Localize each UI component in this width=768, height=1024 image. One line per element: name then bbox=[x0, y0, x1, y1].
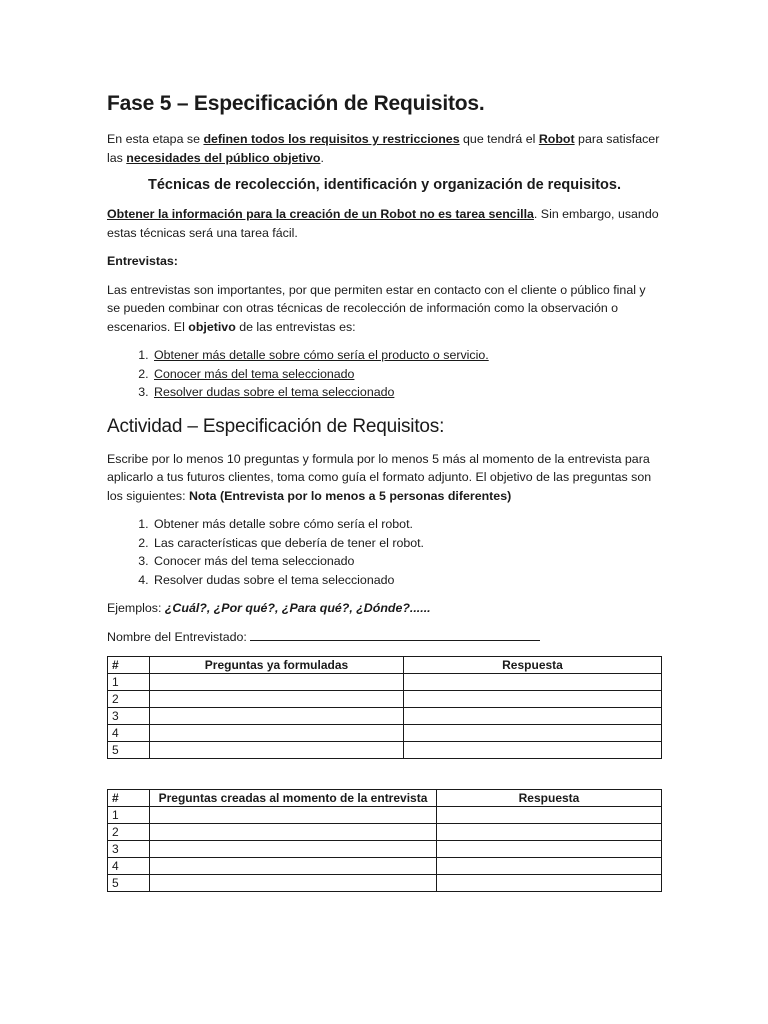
activity-objectives-list bbox=[107, 515, 662, 589]
row-number: 2 bbox=[108, 691, 150, 708]
interview-questions-table bbox=[107, 789, 662, 892]
answer-cell[interactable] bbox=[437, 841, 662, 858]
table-row bbox=[108, 807, 662, 824]
row-number: 3 bbox=[108, 708, 150, 725]
row-number: 2 bbox=[108, 824, 150, 841]
list-item: 1. Obtener más detalle sobre cómo sería el robot. bbox=[152, 515, 662, 534]
question-cell[interactable] bbox=[150, 691, 404, 708]
activity-text: Escribe por lo menos 10 preguntas y formula por lo menos 5 más al momento de la entrevista para aplicarlo a tus futuros clientes, toma como guía el formato adjunto. El objetivo de las preguntas son los siguientes: bbox=[107, 451, 652, 503]
answer-cell[interactable] bbox=[437, 824, 662, 841]
interviews-text-2: de las entrevistas es: bbox=[235, 319, 356, 334]
answer-cell[interactable] bbox=[404, 674, 662, 691]
intro-text-2: que tendrá el bbox=[459, 132, 539, 146]
question-cell[interactable] bbox=[150, 824, 437, 841]
table-header-row bbox=[108, 790, 662, 807]
answer-cell[interactable] bbox=[404, 742, 662, 759]
column-header-number: # bbox=[108, 790, 150, 807]
intro-text-3: para satisfacer las bbox=[107, 132, 660, 165]
page-title: Fase 5 – Especificación de Requisitos. bbox=[107, 92, 485, 115]
intro-text-1: En esta etapa se bbox=[107, 132, 204, 146]
table-header-row bbox=[108, 657, 662, 674]
intro-emphasis-robot: Robot bbox=[538, 132, 575, 146]
interviews-text-1: Las entrevistas son importantes, por que permiten estar en contacto con el cliente o público final y se pueden combinar con otras técnicas de recolección de información como la observación o escenarios. El bbox=[107, 282, 646, 334]
techniques-heading: Técnicas de recolección, identificación y organización de requisitos. bbox=[148, 177, 621, 193]
question-cell[interactable] bbox=[150, 807, 437, 824]
column-header-answer: Respuesta bbox=[404, 657, 662, 674]
answer-cell[interactable] bbox=[404, 725, 662, 742]
obtain-text: . Sin embargo, usando estas técnicas será una tarea fácil. bbox=[107, 207, 659, 240]
list-item: 3. Resolver dudas sobre el tema seleccionado bbox=[152, 383, 662, 402]
question-cell[interactable] bbox=[150, 875, 437, 892]
question-cell[interactable] bbox=[150, 742, 404, 759]
question-cell[interactable] bbox=[150, 841, 437, 858]
examples-label: Ejemplos: bbox=[107, 601, 165, 615]
row-number: 4 bbox=[108, 725, 150, 742]
answer-cell[interactable] bbox=[437, 875, 662, 892]
answer-cell[interactable] bbox=[437, 858, 662, 875]
intro-text-4: . bbox=[320, 150, 324, 165]
formulated-questions-table bbox=[107, 656, 662, 759]
row-number: 5 bbox=[108, 742, 150, 759]
answer-cell[interactable] bbox=[437, 807, 662, 824]
question-cell[interactable] bbox=[150, 725, 404, 742]
row-number: 1 bbox=[108, 807, 150, 824]
table-row bbox=[108, 725, 662, 742]
column-header-number: # bbox=[108, 657, 150, 674]
activity-note: Nota (Entrevista por lo menos a 5 personas diferentes) bbox=[188, 488, 512, 503]
answer-cell[interactable] bbox=[404, 691, 662, 708]
intro-emphasis-audience: necesidades del público objetivo bbox=[126, 150, 321, 165]
activity-heading: Actividad – Especificación de Requisitos: bbox=[107, 415, 445, 437]
examples-text: ¿Cuál?, ¿Por qué?, ¿Para qué?, ¿Dónde?...... bbox=[164, 601, 431, 615]
intro-paragraph bbox=[107, 130, 662, 167]
column-header-questions: Preguntas ya formuladas bbox=[150, 657, 404, 674]
activity-paragraph bbox=[107, 450, 662, 506]
row-number: 1 bbox=[108, 674, 150, 691]
interviewee-line bbox=[107, 628, 662, 647]
column-header-answer: Respuesta bbox=[437, 790, 662, 807]
examples-line bbox=[107, 599, 662, 618]
table-row bbox=[108, 824, 662, 841]
interviewee-name-blank[interactable] bbox=[250, 628, 540, 641]
list-item: 4. Resolver dudas sobre el tema seleccionado bbox=[152, 571, 662, 590]
question-cell[interactable] bbox=[150, 708, 404, 725]
table-row bbox=[108, 742, 662, 759]
answer-cell[interactable] bbox=[404, 708, 662, 725]
interviews-heading: Entrevistas: bbox=[107, 254, 178, 268]
obtain-emphasis: Obtener la información para la creación de un Robot no es tarea sencilla bbox=[107, 207, 534, 221]
interviewee-label: Nombre del Entrevistado: bbox=[107, 629, 251, 644]
table-row bbox=[108, 875, 662, 892]
list-item: 1. Obtener más detalle sobre cómo sería el producto o servicio. bbox=[152, 346, 662, 365]
question-cell[interactable] bbox=[150, 858, 437, 875]
obtain-paragraph bbox=[107, 205, 662, 242]
table-row bbox=[108, 841, 662, 858]
document-page bbox=[107, 92, 662, 892]
list-item: 3. Conocer más del tema seleccionado bbox=[152, 552, 662, 571]
row-number: 5 bbox=[108, 875, 150, 892]
question-cell[interactable] bbox=[150, 674, 404, 691]
table-row bbox=[108, 674, 662, 691]
interviews-paragraph bbox=[107, 281, 662, 337]
list-item: 2. Conocer más del tema seleccionado bbox=[152, 365, 662, 384]
row-number: 3 bbox=[108, 841, 150, 858]
row-number: 4 bbox=[108, 858, 150, 875]
table-row bbox=[108, 708, 662, 725]
column-header-questions: Preguntas creadas al momento de la entrevista bbox=[150, 790, 437, 807]
table-row bbox=[108, 691, 662, 708]
intro-emphasis-requirements: definen todos los requisitos y restricciones bbox=[203, 132, 460, 146]
table-row bbox=[108, 858, 662, 875]
list-item: 2. Las características que debería de tener el robot. bbox=[152, 534, 662, 553]
interviews-objective-bold: objetivo bbox=[188, 319, 236, 334]
interviews-objectives-list bbox=[107, 346, 662, 402]
